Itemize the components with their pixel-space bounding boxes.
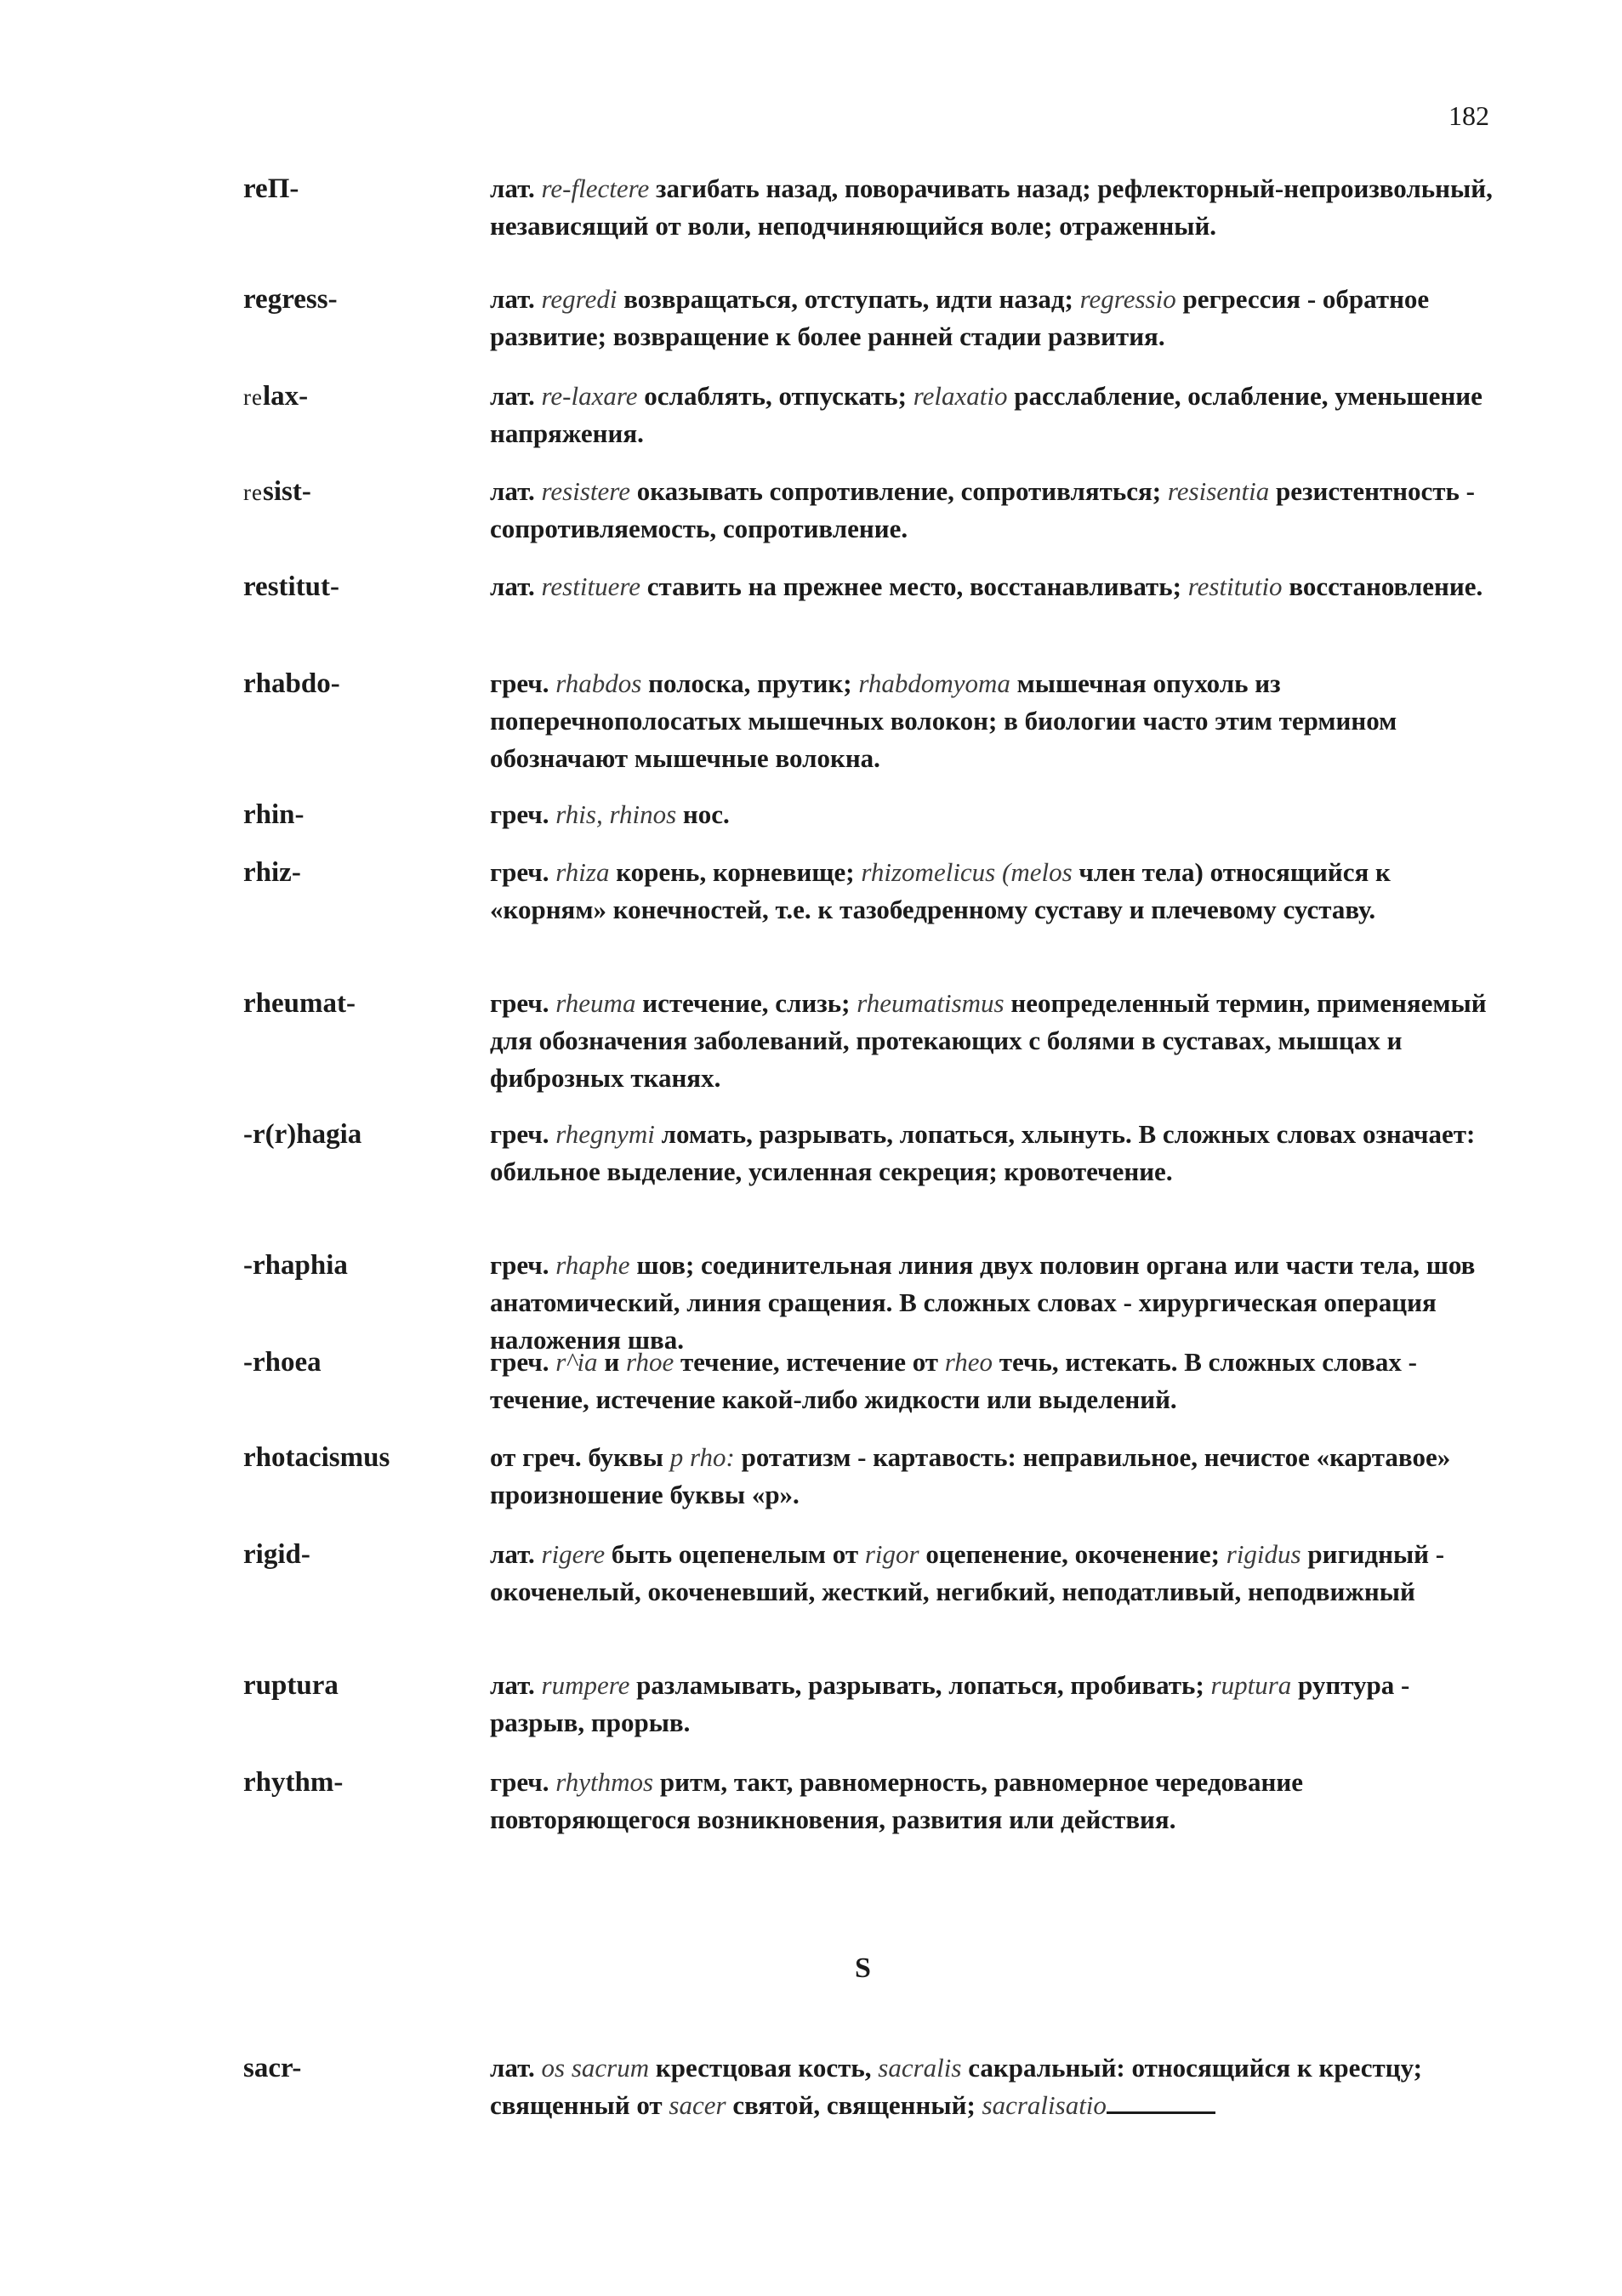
entry-term — [243, 665, 340, 702]
entry-gloss: оказывать сопротивление, сопротивляться; — [629, 476, 1168, 506]
entry-definition — [490, 378, 1502, 452]
entry-definition — [490, 2049, 1502, 2124]
entry-language: греч. — [490, 1250, 556, 1280]
entry-definition — [490, 281, 1502, 355]
entry-term-form: sacer — [669, 2090, 726, 2120]
entry-language: лат. — [490, 476, 542, 506]
entry-term-form: rhegnymi — [555, 1119, 655, 1149]
entry-term-form: rigor — [864, 1539, 919, 1569]
entry-definition — [490, 1247, 1502, 1359]
entry-term-form: rhaphe — [555, 1250, 630, 1280]
entry-term-form: regredi — [541, 284, 617, 314]
entry-gloss: полоска, прутик; — [641, 668, 859, 698]
entry-term-text: -rhaphia — [243, 1250, 348, 1281]
entry-term-form: rheuma — [555, 988, 636, 1018]
entry-term-form: re-laxare — [541, 381, 638, 411]
entry-term-form: ruptura — [1210, 1670, 1292, 1700]
entry-term-form: p rho: — [669, 1442, 735, 1472]
entry-gloss: буквы — [588, 1442, 670, 1472]
entry-gloss: регрессия - обратное развитие; возвращение к более ранней стадии развития. — [490, 284, 1430, 351]
entry-language: лат. — [490, 1539, 542, 1569]
entry-definition — [490, 985, 1502, 1097]
entry-gloss: течение, истечение от — [674, 1347, 945, 1377]
entry-gloss: оцепенение, окоченение; — [919, 1539, 1226, 1569]
entry-definition — [490, 1116, 1502, 1191]
entry-term-prefix: re — [243, 480, 263, 505]
entry-term-text: restitut- — [243, 571, 340, 602]
entry-definition — [490, 170, 1502, 245]
entry-gloss: течь, истекать. В сложных словах - течение, истечение какой-либо жидкости или выделений. — [490, 1347, 1417, 1414]
entry-term — [243, 985, 356, 1022]
entry-language: лат. — [490, 381, 542, 411]
continuation-line — [1107, 2088, 1215, 2114]
entry-term-text: rheumat- — [243, 988, 356, 1019]
entry-term — [243, 378, 308, 416]
entry-term-form: rhabdos — [555, 668, 642, 698]
entry-term-form: restituere — [541, 571, 641, 601]
entry-term-form: re-flectere — [541, 173, 650, 203]
entry-gloss: крестцовая кость, — [649, 2053, 879, 2083]
entry-gloss: мышечная опухоль из поперечнополосатых мышечных волокон; в биологии часто этим термином обозначают мышечные волокна. — [490, 668, 1397, 773]
entry-term-form: regressio — [1079, 284, 1176, 314]
entry-term-text: -rhoea — [243, 1347, 322, 1378]
entry-term-form: sacralis — [878, 2053, 962, 2083]
entry-definition — [490, 1439, 1502, 1514]
entry-definition — [490, 796, 1502, 833]
entry-term — [243, 1667, 339, 1704]
entry-definition — [490, 1536, 1502, 1611]
entry-gloss: загибать назад, поворачивать назад; рефлекторный-непроизвольный, независящий от воли, неподчиняющийся воле; отраженный. — [490, 173, 1493, 241]
entry-term-form: restitutio — [1187, 571, 1283, 601]
section-letter: S — [855, 1952, 871, 1984]
entry-term — [243, 473, 311, 511]
entry-definition — [490, 1764, 1502, 1839]
entry-term — [243, 1536, 310, 1573]
entry-term — [243, 1247, 348, 1284]
entry-language: от греч. — [490, 1442, 589, 1472]
entry-term-text: rhabdo- — [243, 668, 340, 699]
entry-gloss: корень, корневище; — [609, 857, 862, 887]
entry-term-text: rhythm- — [243, 1767, 344, 1798]
entry-term-text: reП- — [243, 173, 299, 204]
entry-language: греч. — [490, 668, 556, 698]
entry-gloss: истечение, слизь; — [635, 988, 857, 1018]
entry-term-text: regress- — [243, 284, 338, 315]
entry-gloss: быть оцепенелым от — [605, 1539, 865, 1569]
entry-gloss: ритм, такт, равномерность, равномерное чередование повторяющегося возникновения, развития или действия. — [490, 1767, 1303, 1834]
entry-gloss: руптура - разрыв, прорыв. — [490, 1670, 1410, 1737]
entry-term-text: ruptura — [243, 1670, 339, 1701]
entry-gloss: резистентность - сопротивляемость, сопротивление. — [490, 476, 1475, 543]
entry-gloss: член тела) относящийся к «корням» конечностей, т.е. к тазобедренному суставу и плечевому суставу. — [490, 857, 1391, 924]
entry-gloss: возвращаться, отступать, идти назад; — [617, 284, 1080, 314]
entry-gloss: сакральный: относящийся к крестцу; священный от — [490, 2053, 1422, 2120]
entry-definition — [490, 473, 1502, 548]
entry-term-form: resisentia — [1167, 476, 1270, 506]
entry-term-form: rhizomelicus (melos — [861, 857, 1073, 887]
entry-language: греч. — [490, 857, 556, 887]
entry-term-form: resistere — [541, 476, 630, 506]
entry-language: лат. — [490, 173, 542, 203]
entry-definition — [490, 665, 1502, 777]
entry-term-form: relaxatio — [913, 381, 1008, 411]
entry-language: греч. — [490, 1347, 556, 1377]
entry-term-form: rhythmos — [555, 1767, 654, 1797]
entry-language: греч. — [490, 1119, 556, 1149]
entry-term-form: rhoe — [625, 1347, 674, 1377]
entry-term-form: rumpere — [541, 1670, 630, 1700]
entry-gloss: ломать, разрывать, лопаться, хлынуть. В сложных словах означает: обильное выделение, усиленная секреция; кровотечение. — [490, 1119, 1476, 1186]
entry-language: греч. — [490, 1767, 556, 1797]
entry-term-text: sist- — [262, 476, 311, 507]
entry-term-text: rhiz- — [243, 857, 301, 888]
entry-gloss: ослаблять, отпускать; — [637, 381, 913, 411]
entry-term — [243, 1344, 322, 1381]
entry-term-text: rhin- — [243, 799, 304, 830]
entry-gloss: неопределенный термин, применяемый для обозначения заболеваний, протекающих с болями в суставах, мышцах и фиброзных тканях. — [490, 988, 1487, 1093]
entry-term — [243, 568, 339, 605]
page-number: 182 — [1448, 100, 1489, 131]
entry-gloss: ставить на прежнее место, восстанавливать; — [640, 571, 1188, 601]
entry-language: лат. — [490, 284, 542, 314]
entry-term — [243, 1764, 343, 1801]
entry-gloss: святой, священный; — [726, 2090, 982, 2120]
entry-term — [243, 170, 299, 207]
entry-gloss: ригидный - окоченелый, окоченевший, жесткий, негибкий, неподатливый, неподвижный — [490, 1539, 1445, 1606]
entry-definition — [490, 1667, 1502, 1742]
entry-term — [243, 796, 304, 833]
entry-definition — [490, 854, 1502, 929]
entry-gloss: ротатизм - картавость: неправильное, нечистое «картавое» произношение буквы «р». — [490, 1442, 1451, 1509]
entry-definition — [490, 568, 1502, 605]
entry-term-form: rhabdomyoma — [858, 668, 1010, 698]
entry-term-form: rhiza — [555, 857, 610, 887]
entry-term-text: rhotacismus — [243, 1442, 390, 1473]
entry-term-form: rhis, rhinos — [555, 799, 677, 829]
entry-term — [243, 854, 301, 891]
entry-term-form: rheumatismus — [857, 988, 1005, 1018]
entry-language: лат. — [490, 1670, 542, 1700]
entry-term: sacr- — [243, 2053, 302, 2083]
entry-term-form: os sacrum — [541, 2053, 650, 2083]
entry-term-text: lax- — [262, 381, 309, 412]
entry-gloss: разламывать, разрывать, лопаться, пробивать; — [629, 1670, 1211, 1700]
entry-definition — [490, 1344, 1502, 1418]
entry-term-prefix: re — [243, 384, 263, 410]
entry-language: лат. — [490, 571, 542, 601]
entry-term-text: rigid- — [243, 1539, 310, 1570]
entry-term-text: -r(r)hagia — [243, 1119, 362, 1150]
entry-term — [243, 281, 338, 318]
entry-term-form: r^ia — [555, 1347, 598, 1377]
entry-language: греч. — [490, 799, 556, 829]
entry-term-form: rigere — [541, 1539, 606, 1569]
entry-language: греч. — [490, 988, 556, 1018]
entry-gloss: и — [597, 1347, 626, 1377]
entry-term — [243, 1439, 390, 1476]
entry-term-form: sacralisatio — [982, 2090, 1107, 2120]
entry-gloss: нос. — [676, 799, 730, 829]
entry-language: лат. — [490, 2053, 542, 2083]
entry-term-form: rigidus — [1226, 1539, 1301, 1569]
entry-gloss: восстановление. — [1282, 571, 1483, 601]
entry-gloss: расслабление, ослабление, уменьшение напряжения. — [490, 381, 1483, 448]
entry-term — [243, 1116, 361, 1153]
entry-gloss: шов; соединительная линия двух половин органа или части тела, шов анатомический, линия сращения. В сложных словах - хирургическая операция наложения шва. — [490, 1250, 1476, 1355]
entry-term-form: rheo — [944, 1347, 993, 1377]
